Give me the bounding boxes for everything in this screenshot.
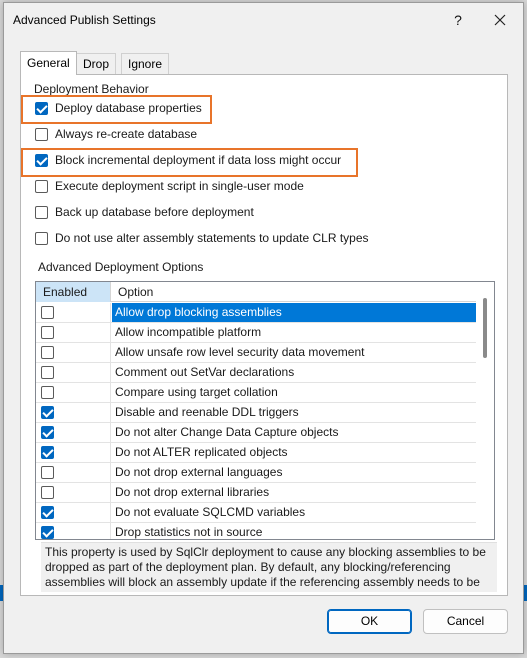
table-row[interactable]	[36, 503, 476, 523]
grid-body	[36, 303, 476, 540]
enabled-cell	[36, 323, 111, 343]
deployment-option-1[interactable]	[35, 125, 197, 143]
enabled-checkbox-unchecked[interactable]	[41, 366, 54, 379]
enabled-checkbox-checked[interactable]	[41, 526, 54, 539]
tab-general[interactable]: General	[20, 51, 77, 75]
column-header-option[interactable]: Option	[118, 285, 154, 299]
option-cell: Compare using target collation	[115, 385, 278, 399]
table-row[interactable]	[36, 523, 476, 540]
advanced-publish-settings-dialog	[3, 2, 524, 654]
deployment-option-label: Always re-create database	[55, 127, 198, 141]
table-row[interactable]	[36, 483, 476, 503]
table-row[interactable]	[36, 443, 476, 463]
deployment-option-label: Execute deployment script in single-user mode	[55, 179, 304, 193]
option-cell: Do not alter Change Data Capture objects	[115, 425, 339, 439]
enabled-checkbox-unchecked[interactable]	[41, 306, 54, 319]
deployment-option-label: Block incremental deployment if data loss might occur	[55, 153, 342, 167]
enabled-cell	[36, 503, 111, 523]
option-cell: Allow incompatible platform	[115, 325, 262, 339]
dialog-title: Advanced Publish Settings	[13, 13, 156, 27]
enabled-cell	[36, 483, 111, 503]
deployment-option-label: Back up database before deployment	[55, 205, 254, 219]
table-row[interactable]	[36, 363, 476, 383]
scrollbar-thumb[interactable]	[483, 298, 487, 358]
grid-vertical-scrollbar[interactable]	[477, 282, 494, 539]
enabled-checkbox-unchecked[interactable]	[41, 466, 54, 479]
enabled-cell	[36, 463, 111, 483]
checkbox-unchecked[interactable]	[35, 232, 48, 245]
table-row[interactable]	[36, 343, 476, 363]
deployment-behavior-heading: Deployment Behavior	[34, 82, 149, 96]
tab-drop[interactable]: Drop	[76, 53, 116, 74]
enabled-cell	[36, 403, 111, 423]
deployment-option-5[interactable]	[35, 229, 369, 247]
enabled-checkbox-checked[interactable]	[41, 426, 54, 439]
option-cell: Do not drop external languages	[115, 465, 283, 479]
grid-header	[36, 282, 476, 302]
cancel-button[interactable]: Cancel	[423, 609, 508, 634]
enabled-checkbox-checked[interactable]	[41, 446, 54, 459]
enabled-cell	[36, 363, 111, 383]
option-cell: Drop statistics not in source	[115, 525, 263, 539]
enabled-checkbox-unchecked[interactable]	[41, 326, 54, 339]
enabled-checkbox-unchecked[interactable]	[41, 386, 54, 399]
help-button[interactable]: ?	[454, 12, 462, 28]
deployment-option-3[interactable]	[35, 177, 304, 195]
enabled-checkbox-unchecked[interactable]	[41, 346, 54, 359]
checkbox-checked[interactable]	[35, 154, 48, 167]
enabled-checkbox-checked[interactable]	[41, 506, 54, 519]
deployment-option-4[interactable]	[35, 203, 254, 221]
column-header-enabled[interactable]: Enabled	[36, 282, 111, 302]
option-cell: Disable and reenable DDL triggers	[115, 405, 299, 419]
general-tab-panel	[20, 74, 508, 596]
option-cell: Do not drop external libraries	[115, 485, 270, 499]
table-row[interactable]	[36, 323, 476, 343]
checkbox-unchecked[interactable]	[35, 128, 48, 141]
table-row[interactable]	[36, 383, 476, 403]
checkbox-unchecked[interactable]	[35, 180, 48, 193]
option-cell: Allow drop blocking assemblies	[112, 303, 476, 322]
option-cell: Do not evaluate SQLCMD variables	[115, 505, 306, 519]
table-row[interactable]	[36, 403, 476, 423]
option-description: This property is used by SqlClr deployment to cause any blocking assemblies to be dropped as part of the deployment plan. By default, any blocking/referencing assemblies will block an assembly update if the referencing assembly needs to be	[41, 542, 497, 592]
enabled-cell	[36, 423, 111, 443]
enabled-cell	[36, 383, 111, 403]
enabled-cell	[36, 443, 111, 463]
checkbox-checked[interactable]	[35, 102, 48, 115]
title-bar[interactable]	[4, 3, 523, 37]
close-button[interactable]	[489, 9, 511, 31]
enabled-checkbox-unchecked[interactable]	[41, 486, 54, 499]
close-icon	[489, 9, 511, 31]
option-cell: Comment out SetVar declarations	[115, 365, 295, 379]
table-row[interactable]	[36, 303, 476, 323]
deployment-option-0[interactable]	[35, 99, 202, 117]
enabled-checkbox-checked[interactable]	[41, 406, 54, 419]
enabled-cell	[36, 303, 111, 323]
option-cell: Allow unsafe row level security data movement	[115, 345, 365, 359]
checkbox-unchecked[interactable]	[35, 206, 48, 219]
ok-button[interactable]: OK	[327, 609, 412, 634]
tab-ignore[interactable]: Ignore	[121, 53, 169, 74]
deployment-option-2[interactable]	[35, 151, 341, 169]
advanced-options-grid	[35, 281, 495, 540]
deployment-option-label: Deploy database properties	[55, 101, 202, 115]
table-row[interactable]	[36, 463, 476, 483]
enabled-cell	[36, 343, 111, 363]
deployment-option-label: Do not use alter assembly statements to update CLR types	[55, 231, 369, 245]
enabled-cell	[36, 523, 111, 540]
advanced-options-heading: Advanced Deployment Options	[38, 260, 204, 274]
option-cell: Do not ALTER replicated objects	[115, 445, 288, 459]
table-row[interactable]	[36, 423, 476, 443]
